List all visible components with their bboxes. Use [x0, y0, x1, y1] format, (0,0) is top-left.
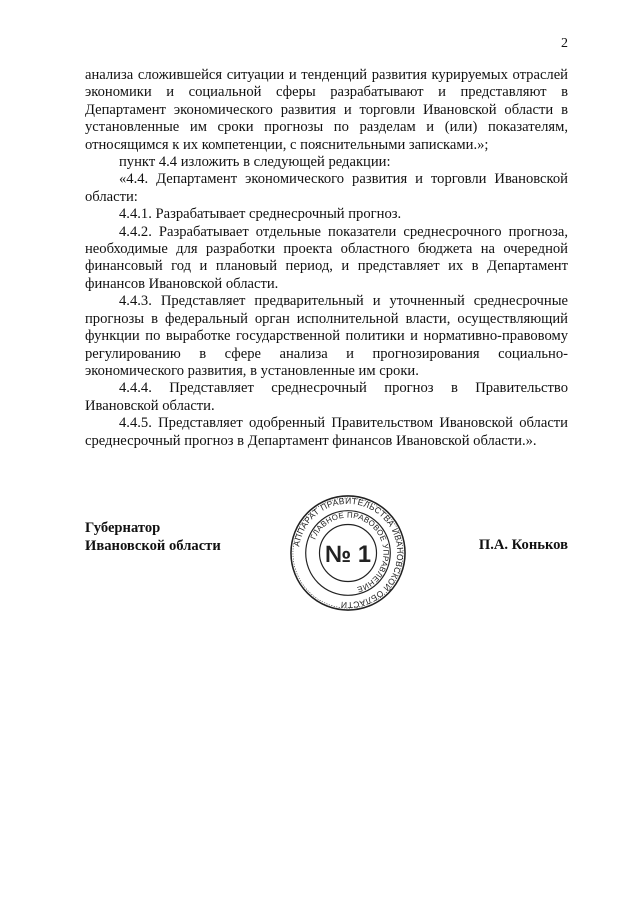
signature-title-line1: Губернатор — [85, 520, 161, 536]
body-paragraph: пункт 4.4 изложить в следующей редакции: — [119, 154, 391, 171]
document-body — [85, 67, 568, 450]
body-paragraph: 4.4.3. Представляет предварительный и уточненный среднесрочные прогнозы в федеральный орган исполнительной власти, осуществляющий функции по выработке государственной политики и нормативно-правовому регулированию в сфере анализа и прогнозирования социально-экономического развития, в установленные им сроки. — [85, 293, 568, 379]
signature-title — [85, 519, 221, 555]
body-paragraph: «4.4. Департамент экономического развития и торговли Ивановской области: — [85, 171, 568, 205]
body-paragraph: 4.4.5. Представляет одобренный Правительством Ивановской области среднесрочный прогноз в Департамент финансов Ивановской области.». — [85, 415, 568, 449]
body-paragraph: 4.4.2. Разрабатывает отдельные показатели среднесрочного прогноза, необходимые для разработки проекта областного бюджета на очередной финансовый год и плановый период, и представляет их в Департамент финансов Ивановской области. — [85, 223, 568, 292]
seal-number: № 1 — [325, 541, 371, 568]
official-seal-stamp — [289, 494, 407, 612]
signature-title-line2: Ивановской области — [85, 538, 221, 554]
seal-inner-text: ГЛАВНОЕ ПРАВОВОЕ УПРАВЛЕНИЕ — [308, 510, 391, 595]
body-paragraph: анализа сложившейся ситуации и тенденций развития курируемых отраслей экономики и социальной сферы разрабатывают и представляют в Департамент экономического развития и торговли Ивановской области в установленные им сроки прогнозы по разделам и (или) показателям, относящимся к их компетенции, с пояснительными записками.»; — [85, 67, 568, 153]
body-paragraph: 4.4.1. Разрабатывает среднесрочный прогноз. — [119, 206, 402, 223]
body-paragraph: 4.4.4. Представляет среднесрочный прогноз в Правительство Ивановской области. — [85, 380, 568, 414]
seal-outer-text: АППАРАТ ПРАВИТЕЛЬСТВА ИВАНОВСКОЙ ОБЛАСТИ — [291, 495, 406, 611]
signature-name: П.А. Коньков — [478, 537, 568, 553]
page-number: 2 — [561, 36, 568, 51]
